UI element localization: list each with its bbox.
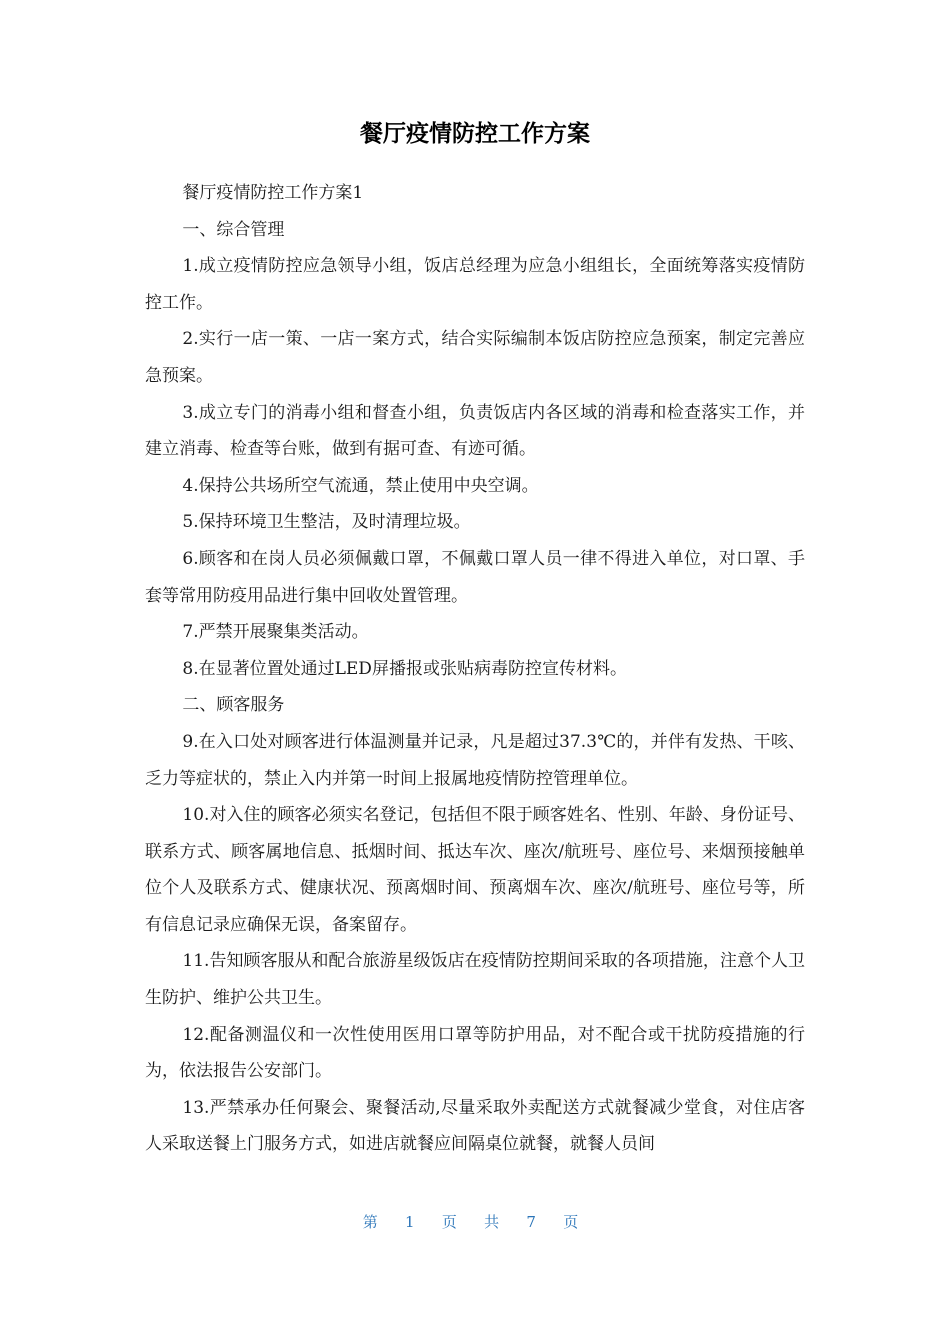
section-heading: 一、综合管理: [182, 219, 285, 240]
paragraph: 1.成立疫情防控应急领导小组，饭店总经理为应急小组组长，全面统筹落实疫情防控工作。: [145, 256, 805, 313]
paragraph: 7.严禁开展聚集类活动。: [182, 622, 369, 643]
paragraph: 9.在入口处对顾客进行体温测量并记录，凡是超过37.3℃的，并伴有发热、干咳、乏力等症状的，禁止入内并第一时间上报属地疫情防控管理单位。: [145, 731, 805, 789]
paragraph: 6.顾客和在岗人员必须佩戴口罩，不佩戴口罩人员一律不得进入单位，对口罩、手套等常用防疫用品进行集中回收处置管理。: [145, 548, 805, 606]
paragraph: 4.保持公共场所空气流通，禁止使用中央空调。: [182, 475, 539, 496]
paragraph: 13.严禁承办任何聚会、聚餐活动,尽量采取外卖配送方式就餐减少堂食，对住店客人采取送餐上门服务方式，如进店就餐应间隔桌位就餐，就餐人员间: [145, 1097, 805, 1155]
paragraph: 10.对入住的顾客必须实名登记，包括但不限于顾客姓名、性别、年龄、身份证号、联系方式、顾客属地信息、抵烟时间、抵达车次、座次/航班号、座位号、来烟预接触单位个人及联系方式、健康状况、预离烟时间、预离烟车次、座次/航班号、座位号等，所有信息记录应确保无误，备案留存。: [145, 805, 805, 935]
paragraph: 5.保持环境卫生整洁，及时清理垃圾。: [182, 512, 471, 533]
document-body: [145, 175, 805, 1163]
paragraph: 12.配备测温仪和一次性使用医用口罩等防护用品，对不配合或干扰防疫措施的行为，依法报告公安部门。: [145, 1024, 805, 1082]
paragraph: 2.实行一店一策、一店一案方式，结合实际编制本饭店防控应急预案，制定完善应急预案。: [145, 329, 805, 386]
paragraph: 餐厅疫情防控工作方案1: [182, 183, 364, 203]
section-heading: 二、顾客服务: [182, 695, 285, 716]
document-title: 餐厅疫情防控工作方案: [360, 121, 590, 147]
paragraph: 8.在显著位置处通过LED屏播报或张贴病毒防控宣传材料。: [182, 658, 627, 679]
paragraph: 11.告知顾客服从和配合旅游星级饭店在疫情防控期间采取的各项措施，注意个人卫生防护、维护公共卫生。: [145, 951, 805, 1009]
page-number-footer: 第 1 页 共 7 页: [362, 1213, 588, 1231]
paragraph: 3.成立专门的消毒小组和督查小组，负责饭店内各区域的消毒和检查落实工作，并建立消毒、检查等台账，做到有据可查、有迹可循。: [145, 402, 805, 460]
